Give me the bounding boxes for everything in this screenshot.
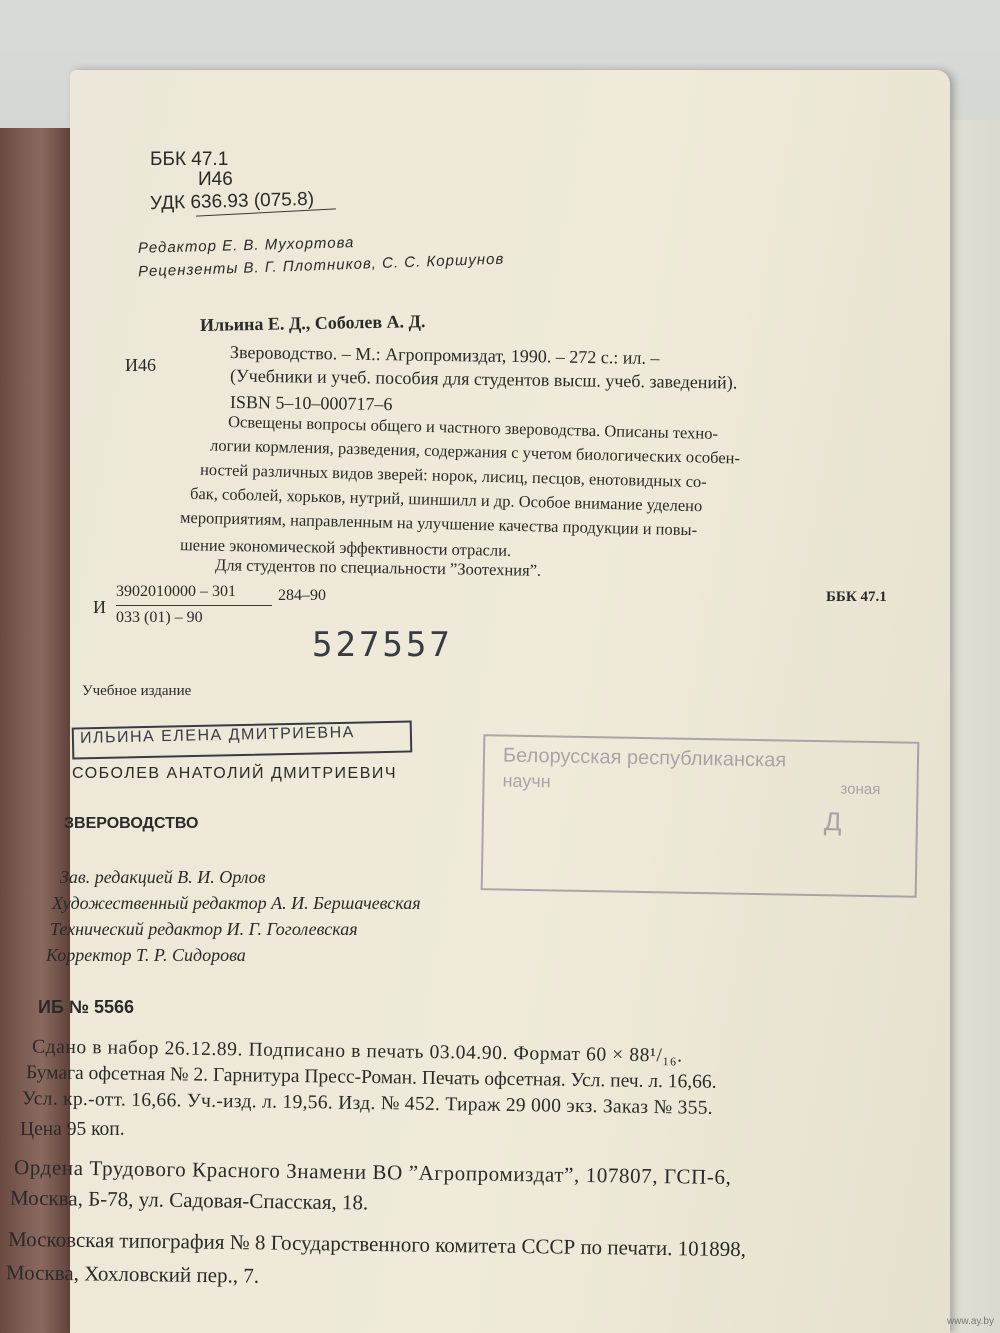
title-line-1: Звероводство. – М.: Агропромиздат, 1990. – 272 с.: ил. – bbox=[229, 342, 660, 368]
index-tail: 284–90 bbox=[278, 587, 326, 604]
stamp-line-4: Д bbox=[823, 806, 842, 837]
abstract-line-5: мероприятиям, направленным на улучшение качества продукции и повы- bbox=[179, 507, 698, 540]
index-denominator: 033 (01) – 90 bbox=[116, 609, 203, 626]
inventory-number: 527557 bbox=[312, 625, 453, 665]
author-1: ИЛЬИНА ЕЛЕНА ДМИТРИЕВНА bbox=[79, 724, 356, 747]
abstract-line-6: шение экономической эффективности отрасли. bbox=[179, 535, 512, 560]
imprint-line-3: Усл. кр.-отт. 16,66. Уч.-изд. л. 19,56. Изд. № 452. Тираж 29 000 экз. Заказ № 355. bbox=[21, 1088, 714, 1119]
bbk-code: ББК 47.1 bbox=[150, 149, 229, 170]
index-numerator: 3902010000 – 301 bbox=[116, 583, 236, 600]
authors: Ильина Е. Д., Соболев А. Д. bbox=[199, 311, 426, 335]
book-page bbox=[70, 70, 950, 1333]
abstract-line-2: логии кормления, разведения, содержания с учетом биологических особен- bbox=[209, 435, 741, 468]
watermark: www.ay.by bbox=[946, 1316, 994, 1327]
author-2: СОБОЛЕВ АНАТОЛИЙ ДМИТРИЕВИЧ bbox=[72, 765, 398, 782]
staff-1: Зав. редакцией В. И. Орлов bbox=[60, 867, 266, 887]
publisher-line-2: Москва, Б-78, ул. Садовая-Спасская, 18. bbox=[9, 1185, 369, 1215]
stamp-line-1: Белорусская республиканская bbox=[502, 744, 787, 772]
editor-line: Редактор Е. В. Мухортова bbox=[137, 234, 355, 257]
ib-number: ИБ № 5566 bbox=[38, 997, 134, 1017]
audience-line: Для студентов по специальности ”Зоотехния”. bbox=[214, 555, 542, 580]
book-cover-edge bbox=[0, 128, 75, 1333]
catalog-code: И46 bbox=[198, 169, 233, 190]
udk-code: УДК 636.93 (075.8) bbox=[149, 188, 315, 215]
publisher-line-1: Ордена Трудового Красного Знамени ВО ”Агропромиздат”, 107807, ГСП-6, bbox=[13, 1154, 732, 1190]
staff-2: Художественный редактор А. И. Бершачевская bbox=[52, 893, 421, 913]
imprint-line-4: Цена 95 коп. bbox=[20, 1119, 125, 1140]
abstract-line-1: Освещены вопросы общего и частного звероводства. Описаны техно- bbox=[227, 412, 719, 443]
library-stamp bbox=[481, 734, 920, 898]
staff-4: Корректор Т. Р. Сидорова bbox=[46, 945, 246, 965]
reviewers-line: Рецензенты В. Г. Плотников, С. С. Коршунов bbox=[137, 250, 505, 281]
stamp-line-2: научн bbox=[502, 770, 551, 792]
bbk-right: ББК 47.1 bbox=[826, 589, 887, 605]
isbn: ISBN 5–10–000717–6 bbox=[229, 391, 393, 415]
catalog-code-2: И46 bbox=[125, 355, 156, 375]
printer-line-2: Москва, Хохловский пер., 7. bbox=[5, 1260, 260, 1288]
abstract-line-4: бак, соболей, хорьков, нутрий, шиншилл и др. Особое внимание уделено bbox=[189, 483, 703, 516]
abstract-line-3: ностей различных видов зверей: норок, лисиц, песцов, енотовидных со- bbox=[199, 459, 708, 492]
staff-3: Технический редактор И. Г. Гоголевская bbox=[50, 919, 358, 939]
printer-line-1: Московская типография № 8 Государственного комитета СССР по печати. 101898, bbox=[7, 1226, 747, 1262]
index-fraction-line bbox=[116, 605, 272, 606]
title-line-2: (Учебники и учеб. пособия для студентов высш. учеб. заведений). bbox=[229, 365, 738, 393]
edition-type: Учебное издание bbox=[82, 683, 192, 699]
book-title: ЗВЕРОВОДСТВО bbox=[64, 815, 199, 832]
imprint-line-1: Сдано в набор 26.12.89. Подписано в печать 03.04.90. Формат 60 × 88¹/₁₆. bbox=[31, 1036, 683, 1067]
index-letter: И bbox=[93, 597, 106, 617]
imprint-line-2: Бумага офсетная № 2. Гарнитура Пресс-Роман. Печать офсетная. Усл. печ. л. 16,66. bbox=[25, 1062, 717, 1093]
stamp-line-3: зоная bbox=[840, 780, 881, 799]
